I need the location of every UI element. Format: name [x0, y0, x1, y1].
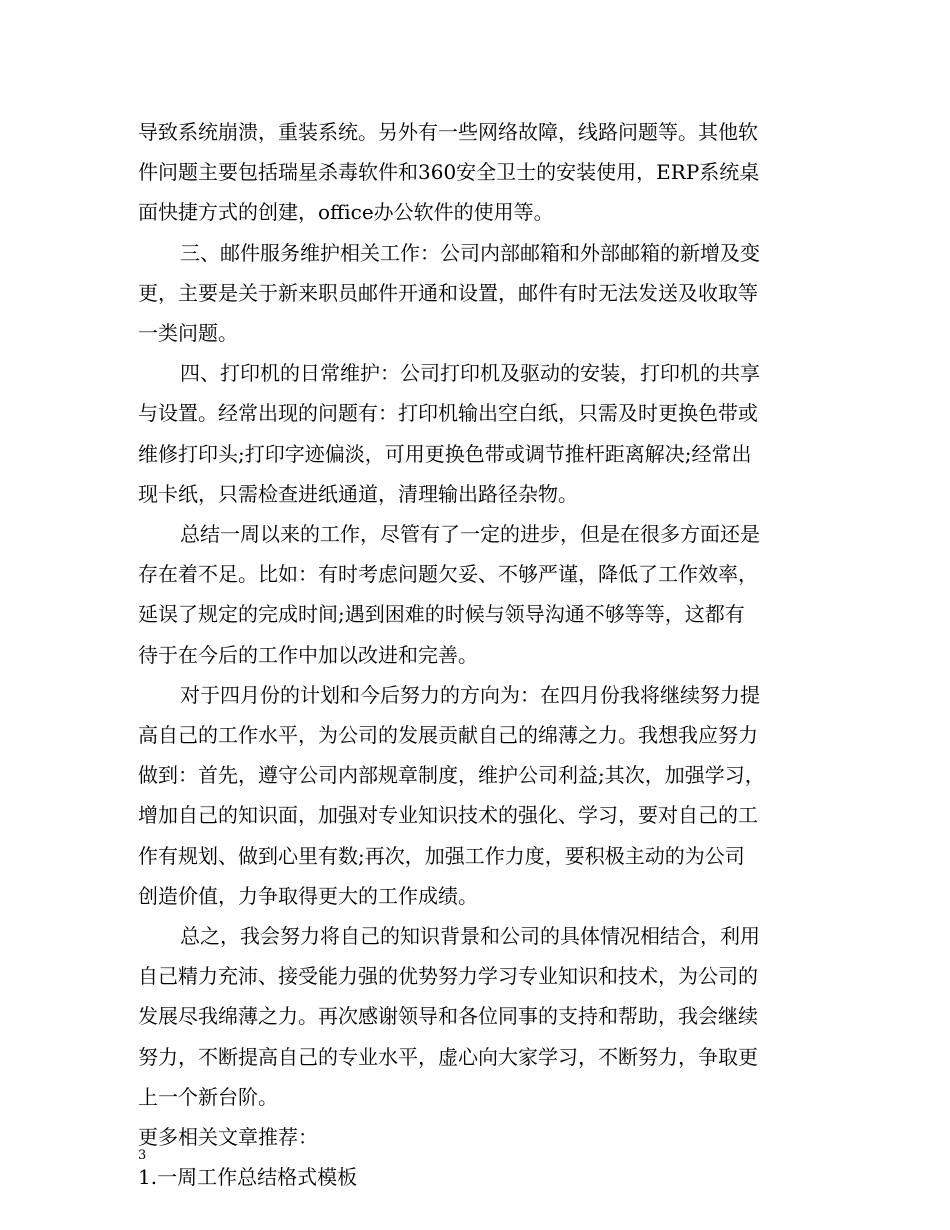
paragraph-summary [138, 514, 818, 675]
text-line: 上一个新台阶。 [138, 1084, 278, 1109]
text-line: 面快捷方式的创建，office办公软件的使用等。 [138, 200, 554, 225]
text-line: 存在着不足。比如：有时考虑问题欠妥、不够严谨，降低了工作效率， [138, 562, 758, 587]
text-line[interactable]: 1.一周工作总结格式模板 [138, 1165, 358, 1190]
paragraph-conclusion [138, 916, 818, 1117]
text-line: 维修打印头;打印字迹偏淡，可用更换色带或调节推杆距离解决;经常出 [138, 441, 752, 466]
page-number: 3 [138, 1148, 147, 1163]
paragraph-printer [138, 353, 818, 514]
text-line: 对于四月份的计划和今后努力的方向为：在四月份我将继续努力提 [180, 682, 760, 707]
text-line: 延误了规定的完成时间;遇到困难的时候与领导沟通不够等等，这都有 [138, 602, 745, 627]
text-line: 与设置。经常出现的问题有：打印机输出空白纸，只需及时更换色带或 [138, 401, 758, 426]
text-line: 更多相关文章推荐： [138, 1125, 318, 1150]
text-line: 现卡纸，只需检查进纸通道，清理输出路径杂物。 [138, 481, 578, 506]
text-line: 三、邮件服务维护相关工作：公司内部邮箱和外部邮箱的新增及变 [180, 240, 760, 265]
text-line: 总之，我会努力将自己的知识背景和公司的具体情况相结合，利用 [180, 924, 760, 949]
text-line: 更，主要是关于新来职员邮件开通和设置，邮件有时无法发送及收取等 [138, 280, 758, 305]
related-articles-heading [138, 1117, 818, 1157]
text-line: 导致系统崩溃，重装系统。另外有一些网络故障，线路问题等。其他软 [138, 120, 758, 144]
text-line: 创造价值，力争取得更大的工作成绩。 [138, 883, 478, 908]
related-article-link[interactable] [138, 1157, 818, 1197]
text-line: 一类问题。 [138, 321, 238, 346]
paragraph-continuation [138, 112, 818, 233]
document-body [138, 112, 818, 1197]
text-line: 四、打印机的日常维护：公司打印机及驱动的安装，打印机的共享 [180, 361, 760, 386]
text-line: 待于在今后的工作中加以改进和完善。 [138, 642, 478, 667]
text-line: 增加自己的知识面，加强对专业知识技术的强化、学习，要对自己的工 [138, 803, 758, 828]
text-line: 努力，不断提高自己的专业水平，虚心向大家学习，不断努力，争取更 [138, 1044, 758, 1069]
text-line: 高自己的工作水平，为公司的发展贡献自己的绵薄之力。我想我应努力 [138, 723, 758, 748]
text-line: 作有规划、做到心里有数;再次，加强工作力度，要积极主动的为公司 [138, 843, 745, 868]
text-line: 做到：首先，遵守公司内部规章制度，维护公司利益;其次，加强学习， [138, 763, 765, 788]
text-line: 总结一周以来的工作，尽管有了一定的进步，但是在很多方面还是 [180, 522, 760, 547]
paragraph-april-plan [138, 675, 818, 916]
paragraph-mail-service [138, 233, 818, 354]
text-line: 发展尽我绵薄之力。再次感谢领导和各位同事的支持和帮助，我会继续 [138, 1004, 758, 1029]
text-line: 件问题主要包括瑞星杀毒软件和360安全卫士的安装使用，ERP系统桌 [138, 160, 760, 185]
text-line: 自己精力充沛、接受能力强的优势努力学习专业知识和技术，为公司的 [138, 964, 758, 989]
